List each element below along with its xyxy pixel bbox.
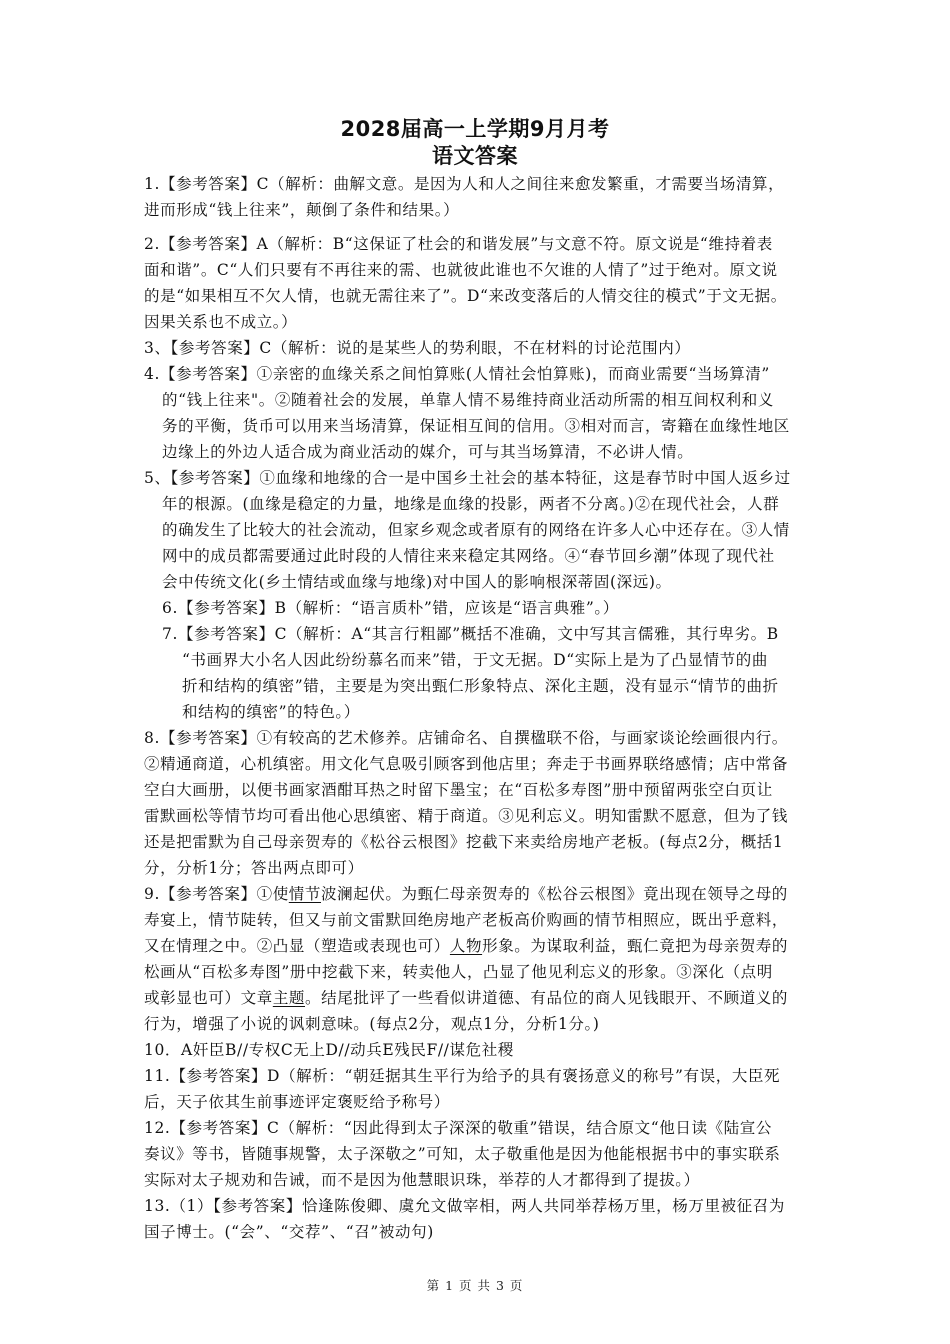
text-line: 松画从“百松多寿图”册中挖截下来，转卖他人，凸显了他见利忘义的形象。③深化（点明 <box>144 963 773 981</box>
text-line: 边缘上的外边人适合成为商业活动的媒介，可与其当场算清，不必讲人情。 <box>162 443 694 461</box>
text-line: 或彰显也可）文章主题。结尾批评了一些看似讲道德、有品位的商人见钱眼开、不顾道义的 <box>144 989 789 1007</box>
text-line: 13.（1）【参考答案】恰逢陈俊卿、虞允文做宰相，两人共同举荐杨万里，杨万里被征召为 <box>144 1197 785 1215</box>
text-line: “书画界大小名人因此纷纷慕名而来”错，于文无据。D“实际上是为了凸显情节的曲 <box>182 651 769 669</box>
text-line: 折和结构的缜密”错，主要是为突出甄仁形象特点、深化主题，没有显示“情节的曲折 <box>182 677 779 695</box>
text-line: 奏议》等书，皆随事规警，太子深敬之”可知，太子敬重他是因为他能根据书中的事实联系 <box>144 1145 781 1163</box>
text-line: 的“钱上往来"。②随着社会的发展，单靠人情不易维持商业活动所需的相互间权利和义 <box>162 391 774 409</box>
text-line: 12.【参考答案】C（解析：“因此得到太子深深的敬重”错误，结合原文“他日读《陆宣公 <box>144 1119 772 1137</box>
text-line: 又在情理之中。②凸显（塑造或表现也可）人物形象。为谋取利益，甄仁竟把为母亲贺寿的 <box>144 937 789 955</box>
text-line: 9.【参考答案】①使情节波澜起伏。为甄仁母亲贺寿的《松谷云根图》竟出现在领导之母的 <box>144 885 788 903</box>
text-line: 6.【参考答案】B（解析：“语言质朴”错，应该是“语言典雅”。） <box>162 599 619 617</box>
text-line: 后，天子依其生前事迹评定褒贬给予称号） <box>144 1093 450 1111</box>
text-line: 2.【参考答案】A（解析：B“这保证了杜会的和谐发展”与文意不符。原文说是“维持着表 <box>144 235 773 253</box>
text-line: 7.【参考答案】C（解析：A“其言行粗鄙”概括不准确，文中写其言儒雅，其行卑劣。B <box>162 625 779 643</box>
text-line: 5、【参考答案】①血缘和地缘的合一是中国乡土社会的基本特征，这是春节时中国人返乡过 <box>144 469 791 487</box>
text-line: 4.【参考答案】①亲密的血缘关系之间怕算账(人情社会怕算账)，而商业需要“当场算清” <box>144 365 770 383</box>
text-line: 面和谐”。C“人们只要有不再往来的需、也就彼此谁也不欠谁的人情了”过于绝对。原文说 <box>144 261 778 279</box>
text-line: 11.【参考答案】D（解析：“朝廷据其生平行为给予的具有褒扬意义的称号”有误，大臣死 <box>144 1067 781 1085</box>
page-footer: 第 1 页 共 3 页 <box>426 1278 524 1293</box>
text-line: 分，分析1分；答出两点即可） <box>144 859 364 877</box>
underlined-term: 主题 <box>272 989 306 1007</box>
text-line: 的确发生了比较大的社会流动，但家乡观念或者原有的网络在许多人心中还存在。③人情 <box>162 521 790 539</box>
text-line: 实际对太子规劝和告诫，而不是因为他慧眼识珠，举荐的人才都得到了提拔。） <box>144 1171 700 1189</box>
underlined-term: 人物 <box>449 937 483 955</box>
text-line: 因果关系也不成立。） <box>144 313 298 331</box>
text-line: 空白大画册，以便书画家酒酣耳热之时留下墨宝；在“百松多寿图”册中预留两张空白页让 <box>144 781 773 799</box>
text-line: 网中的成员都需要通过此时段的人情往来来稳定其网络。④“春节回乡潮”体现了现代社 <box>162 547 775 565</box>
text-line: 和结构的缜密”的特色。） <box>182 703 360 721</box>
text-line: 进而形成“钱上往来”，颠倒了条件和结果。） <box>144 201 460 219</box>
text-line: 3、【参考答案】C（解析：说的是某些人的势利眼，不在材料的讨论范围内） <box>144 339 691 357</box>
text-line: 务的平衡，货币可以用来当场清算，保证相互间的信用。③相对而言，寄籍在血缘性地区 <box>162 417 790 435</box>
document-title: 2028届高一上学期9月月考 <box>340 117 610 141</box>
underlined-term: 情节 <box>288 885 321 903</box>
document-subtitle: 语文答案 <box>432 144 518 168</box>
text-line: 1.【参考答案】C（解析：曲解文意。是因为人和人之间往来愈发繁重，才需要当场清算， <box>144 175 785 193</box>
text-line: ②精通商道，心机缜密。用文化气息吸引顾客到他店里；奔走于书画界联络感情；店中常备 <box>144 755 789 773</box>
text-line: 会中传统文化(乡土情结或血缘与地缘)对中国人的影响根深蒂固(深远)。 <box>162 573 672 591</box>
text-line: 还是把雷默为自己母亲贺寿的《松谷云根图》挖截下来卖给房地产老板。(每点2分，概括1 <box>144 833 784 851</box>
text-line: 8.【参考答案】①有较高的艺术修养。店铺命名、自撰楹联不俗，与画家谈论绘画很内行。 <box>144 729 788 747</box>
text-line: 雷默画松等情节均可看出他心思缜密、精于商道。③见利忘义。明知雷默不愿意，但为了钱 <box>144 807 789 825</box>
text-line: 国子博士。(“会”、“交荐”、“召”被动句) <box>144 1223 434 1241</box>
text-line: 寿宴上，情节陡转，但又与前文雷默回绝房地产老板高价购画的情节相照应，既出乎意料， <box>144 911 789 929</box>
text-line: 10．A奸臣B//专权C无上D//动兵E残民F//谋危社稷 <box>144 1041 514 1059</box>
text-line: 的是“如果相互不欠人情，也就无需往来了”。D“来改变落后的人情交往的模式”于文无据。 <box>144 287 787 305</box>
text-line: 行为，增强了小说的讽刺意味。(每点2分，观点1分，分析1分。) <box>144 1015 600 1033</box>
text-line: 年的根源。(血缘是稳定的力量，地缘是血缘的投影，两者不分离。)②在现代社会，人群 <box>162 495 780 513</box>
